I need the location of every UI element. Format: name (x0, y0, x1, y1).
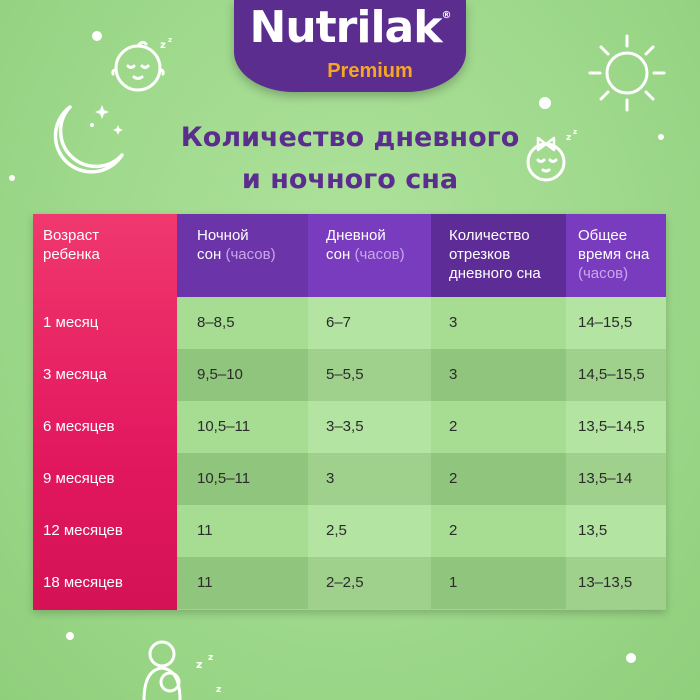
cell-age: 6 месяцев (43, 418, 115, 435)
cell-total: 13–13,5 (566, 557, 666, 609)
cell-total: 14–15,5 (566, 297, 666, 349)
cell-day: 2–2,5 (308, 557, 431, 609)
svg-text:z: z (573, 128, 578, 136)
svg-text:z: z (196, 658, 203, 671)
svg-text:z: z (216, 685, 222, 695)
cell-night: 11 (177, 557, 308, 609)
cell-naps: 3 (431, 297, 566, 349)
table-row (33, 297, 666, 349)
cell-age: 3 месяца (43, 366, 107, 383)
cell-total: 13,5–14,5 (566, 401, 666, 453)
cell-age: 12 месяцев (43, 522, 123, 539)
table-row (33, 401, 666, 453)
cell-naps: 1 (431, 557, 566, 609)
brand-premium: Premium (327, 60, 413, 82)
page-title-line-1: Количество дневного (180, 122, 520, 153)
cell-night: 10,5–11 (177, 453, 308, 505)
cell-age: 9 месяцев (43, 470, 115, 487)
cell-night: 8–8,5 (177, 297, 308, 349)
cell-day: 5–5,5 (308, 349, 431, 401)
cell-naps: 3 (431, 349, 566, 401)
cell-total: 14,5–15,5 (566, 349, 666, 401)
header-total-sleep: Общее время сна (часов) (566, 214, 666, 297)
table-row (33, 505, 666, 557)
header-nap-count: Количество отрезков дневного сна (431, 214, 566, 297)
cell-total: 13,5 (566, 505, 666, 557)
cell-age: 18 месяцев (43, 574, 123, 591)
svg-text:z: z (208, 653, 214, 663)
cell-day: 2,5 (308, 505, 431, 557)
cell-naps: 2 (431, 505, 566, 557)
table-row (33, 453, 666, 505)
table-row (33, 349, 666, 401)
cell-naps: 2 (431, 401, 566, 453)
header-day-sleep: Дневной сон (часов) (308, 214, 431, 297)
header-night-sleep: Ночной сон (часов) (177, 214, 308, 297)
svg-text:z: z (160, 40, 166, 51)
cell-day: 6–7 (308, 297, 431, 349)
sleep-table (33, 214, 666, 610)
svg-text:z: z (168, 36, 173, 44)
svg-text:z: z (566, 133, 572, 143)
cell-night: 9,5–10 (177, 349, 308, 401)
cell-total: 13,5–14 (566, 453, 666, 505)
table-row (33, 557, 666, 610)
cell-night: 11 (177, 505, 308, 557)
brand-logo: Nutrilak® (249, 2, 451, 53)
cell-age: 1 месяц (43, 314, 99, 331)
page-title-line-2: и ночного сна (241, 164, 459, 195)
header-age: Возраст ребенка (43, 227, 100, 263)
cell-night: 10,5–11 (177, 401, 308, 453)
cell-day: 3–3,5 (308, 401, 431, 453)
cell-naps: 2 (431, 453, 566, 505)
cell-day: 3 (308, 453, 431, 505)
